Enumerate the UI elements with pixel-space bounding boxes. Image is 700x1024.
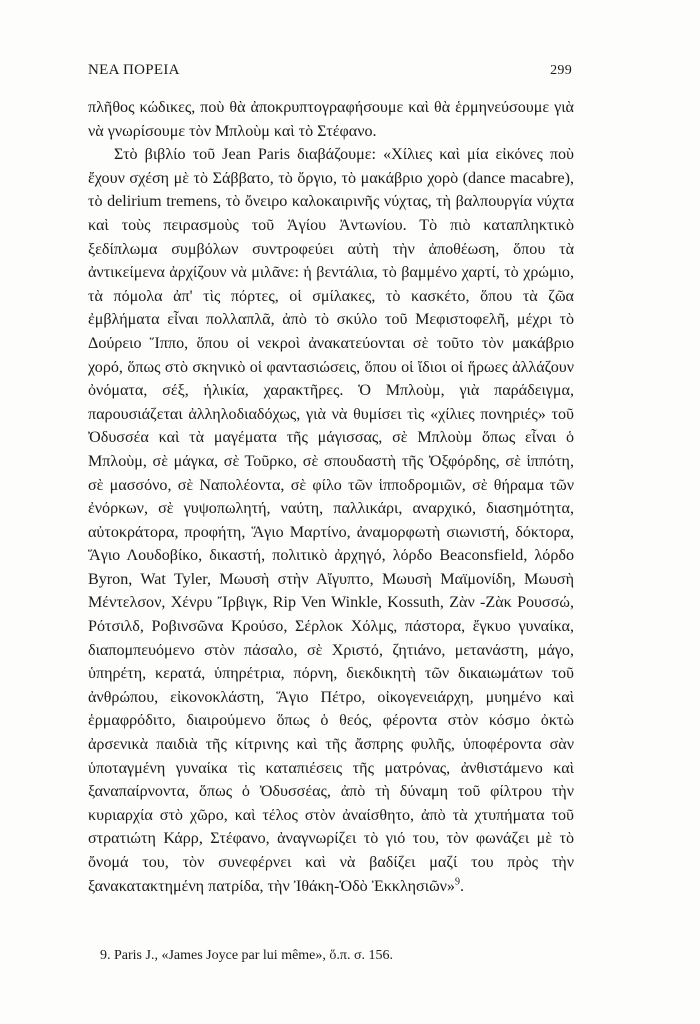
paragraph-main-text: Στὸ βιβλίο τοῦ Jean Paris διαβάζουμε: «Χίλιες καὶ μία εἰκόνες ποὺ ἔχουν σχέση μὲ τὸ Σάββατο, τὸ ὄργιο, τὸ μακάβριο χορὸ (dance macabre), τὸ delirium tremens, τὸ ὄνειρο καλοκαιρινῆς νύχτας, τὴ βαλπουργία νύχτα καὶ τοὺς πειρασμοὺς τοῦ Ἁγίου Ἀντωνίου. Τὸ πιὸ καταπληκτικὸ ξεδίπλωμα συμβόλων συντροφεύει αὐτὴ τὴν ἀποθέωση, ὅπου τὰ ἀντικείμενα ἀρχίζουν νὰ μιλᾶνε: ἡ βεντάλια, τὸ βαμμένο χαρτί, τὸ χρώμιο, τὰ πόμολα ἀπ' τὶς πόρτες, οἱ σμίλακες, τὸ κασκέτο, ὅπου τὰ ζῶα ἐμβλήματα εἶναι πολλαπλᾶ, ἀπὸ τὸ σκύλο τοῦ Μεφιστοφελῆ, μέχρι τὸ Δούρειο Ἵππο, ὅπου οἱ νεκροὶ ἀνακατεύονται σὲ τοῦτο τὸν μακάβριο χορό, ὅπως στὸ σκηνικὸ οἱ φαντασιώσεις, ὅπου οἱ ἴδιοι οἱ ἥρωες ἀλλάζουν ὀνόματα, σέξ, ἡλικία, χαρακτῆρες. Ὁ Μπλοὺμ, γιὰ παράδειγμα, παρουσιάζεται ἀλληλοδιαδόχως, γιὰ νὰ θυμίσει τὶς «χίλιες πονηριές» τοῦ Ὀδυσσέα καὶ τὰ μαγέματα τῆς μάγισσας, σὲ Μπλοὺμ ὅπως εἶναι ὁ Μπλοὺμ, σὲ μάγκα, σὲ Τοῦρκο, σὲ σπουδαστὴ τῆς Ὀξφόρδης, σὲ ἱππότη, σὲ μασσόνο, σὲ Ναπολέοντα, σὲ φίλο τῶν ἱπποδρομιῶν, σὲ θήραμα τῶν ἐνόρκων, σὲ γυψοπωλητή, ναύτη, παλλικάρι, αναρχικό, διασημότητα, αὐτοκράτορα, προφήτη, Ἅγιο Μαρτίνο, ἀναμορφωτὴ σιωνιστή, δόκτορα, Ἅγιο Λουδοβίκο, δικαστή, πολιτικὸ ἀρχηγό, λόρδο Beaconsfield, λόρδο Byron, Wat Tyler, Μωυσὴ στὴν Αἴγυπτο, Μωυσὴ Μαϊμονίδη, Μωυσὴ Μέντελσον, Χένρυ Ἴρβιγκ, Rip Ven Winkle, Kossuth, Ζὰν -Ζὰκ Ρουσσώ, Ρότσιλδ, Ροβινσῶνα Κρούσο, Σέρλοκ Χόλμς, πάστορα, ἔγκυο γυναίκα, διαπομπευόμενο στὸν πάσαλο, σὲ Χριστό, ζητιάνο, μετανάστη, μάγο, ὑπηρέτη, κερατά, ὑπηρέτρια, πόρνη, διεκδικητὴ τῶν δικαιωμάτων τοῦ ἀνθρώπου, εἰκονοκλάστη, Ἅγιο Πέτρο, οἰκογενειάρχη, μυημένο καὶ ἑρμαφρόδιτο, διαιρούμενο ὅπως ὁ θεός, φέροντα στὸν κόσμο ὀκτὼ ἀρσενικὰ παιδιὰ τῆς κίτρινης καὶ τῆς ἄσπρης φυλῆς, ὑποφέροντα σὰν ὑποταγμένη γυναίκα τὶς καταπιέσεις τῆς ματρόνας, ἀνθιστάμενο καὶ ξαναπαίρνοντα, ὅπως ὁ Ὀδυσσέας, ἀπὸ τὴ δύναμη τοῦ φίλτρου τὴν κυριαρχία στὸ χῶρο, καὶ τέλος στὸν ἀναίσθητο, ἀπὸ τὰ χτυπήματα τοῦ στρατιώτη Κάρρ, Στέφανο, ἀναγνωρίζει τὸ γιό του, τὸν φωνάζει μὲ τὸ ὄνομά του, τὸν συνεφέρνει καὶ νὰ βαδίζει μαζί του πρὸς τὴν ξανακατακτημένη πατρίδα, τὴν Ἰθάκη-Ὁδὸ Ἐκκλησιῶν» [88,146,574,895]
paragraph-continuation: πλῆθος κώδικες, ποὺ θὰ ἀποκρυπτογραφήσουμε καὶ θὰ ἑρμηνεύσουμε γιὰ νὰ γνωρίσουμε τὸν Μπλοὺμ καὶ τὸ Στέφανο. [88,99,574,140]
footnote: 9. Paris J., «James Joyce par lui même», ὅ.π. σ. 156. [100,948,394,963]
journal-title: ΝΕΑ ΠΟΡΕΙΑ [88,62,180,78]
page-number: 299 [550,63,572,78]
running-header [88,62,572,79]
paragraph-main: Στὸ βιβλίο τοῦ Jean Paris διαβάζουμε: «Χίλιες καὶ μία εἰκόνες ποὺ ἔχουν σχέση μὲ τὸ Σάββατο, τὸ ὄργιο, τὸ μακάβριο χορὸ (dance macabre), τὸ delirium tremens, τὸ ὄνειρο καλοκαιρινῆς νύχτας, τὴ βαλπουργία νύχτα καὶ τοὺς πειρασμοὺς τοῦ Ἁγίου Ἀντωνίου. Τὸ πιὸ καταπληκτικὸ ξεδίπλωμα συμβόλων συντροφεύει αὐτὴ τὴν ἀποθέωση, ὅπου τὰ ἀντικείμενα ἀρχίζουν νὰ μιλᾶνε: ἡ βεντάλια, τὸ βαμμένο χαρτί, τὸ χρώμιο, τὰ πόμολα ἀπ' τὶς πόρτες, οἱ σμίλακες, τὸ κασκέτο, ὅπου τὰ ζῶα ἐμβλήματα εἶναι πολλαπλᾶ, ἀπὸ τὸ σκύλο τοῦ Μεφιστοφελῆ, μέχρι τὸ Δούρειο Ἵππο, ὅπου οἱ νεκροὶ ἀνακατεύονται σὲ τοῦτο τὸν μακάβριο χορό, ὅπως στὸ σκηνικὸ οἱ φαντασιώσεις, ὅπου οἱ ἴδιοι οἱ ἥρωες ἀλλάζουν ὀνόματα, σέξ, ἡλικία, χαρακτῆρες. Ὁ Μπλοὺμ, γιὰ παράδειγμα, παρουσιάζεται ἀλληλοδιαδόχως, γιὰ νὰ θυμίσει τὶς «χίλιες πονηριές» τοῦ Ὀδυσσέα καὶ τὰ μαγέματα τῆς μάγισσας, σὲ Μπλοὺμ ὅπως εἶναι ὁ Μπλοὺμ, σὲ μάγκα, σὲ Τοῦρκο, σὲ σπουδαστὴ τῆς Ὀξφόρδης, σὲ ἱππότη, σὲ μασσόνο, σὲ Ναπολέοντα, σὲ φίλο τῶν ἱπποδρομιῶν, σὲ θήραμα τῶν ἐνόρκων, σὲ γυψοπωλητή, ναύτη, παλλικάρι, αναρχικό, διασημότητα, αὐτοκράτορα, προφήτη, Ἅγιο Μαρτίνο, ἀναμορφωτὴ σιωνιστή, δόκτορα, Ἅγιο Λουδοβίκο, δικαστή, πολιτικὸ ἀρχηγό, λόρδο Beaconsfield, λόρδο Byron, Wat Tyler, Μωυσὴ στὴν Αἴγυπτο, Μωυσὴ Μαϊμονίδη, Μωυσὴ Μέντελσον, Χένρυ Ἴρβιγκ, Rip Ven Winkle, Kossuth, Ζὰν -Ζὰκ Ρουσσώ, Ρότσιλδ, Ροβινσῶνα Κρούσο, Σέρλοκ Χόλμς, πάστορα, ἔγκυο γυναίκα, διαπομπευόμενο στὸν πάσαλο, σὲ Χριστό, ζητιάνο, μετανάστη, μάγο, ὑπηρέτη, κερατά, ὑπηρέτρια, πόρνη, διεκδικητὴ τῶν δικαιωμάτων τοῦ ἀνθρώπου, εἰκονοκλάστη, Ἅγιο Πέτρο, οἰκογενειάρχη, μυημένο καὶ ἑρμαφρόδιτο, διαιρούμενο ὅπως ὁ θεός, φέροντα στὸν κόσμο ὀκτὼ ἀρσενικὰ παιδιὰ τῆς κίτρινης καὶ τῆς ἄσπρης φυλῆς, ὑποφέροντα σὰν ὑποταγμένη γυναίκα τὶς καταπιέσεις τῆς ματρόνας, ἀνθιστάμενο καὶ ξαναπαίρνοντα, ὅπως ὁ Ὀδυσσέας, ἀπὸ τὴ δύναμη τοῦ φίλτρου τὴν κυριαρχία στὸ χῶρο, καὶ τέλος στὸν ἀναίσθητο, ἀπὸ τὰ χτυπήματα τοῦ στρατιώτη Κάρρ, Στέφανο, ἀναγνωρίζει τὸ γιό του, τὸν φωνάζει μὲ τὸ ὄνομά του, τὸν συνεφέρνει καὶ νὰ βαδίζει μαζί του πρὸς τὴν ξανακατακτημένη πατρίδα, τὴν Ἰθάκη-Ὁδὸ Ἐκκλησιῶν»$^9$. [88,146,574,895]
body-text [88,96,574,898]
footnote-reference: 9 [454,876,460,888]
